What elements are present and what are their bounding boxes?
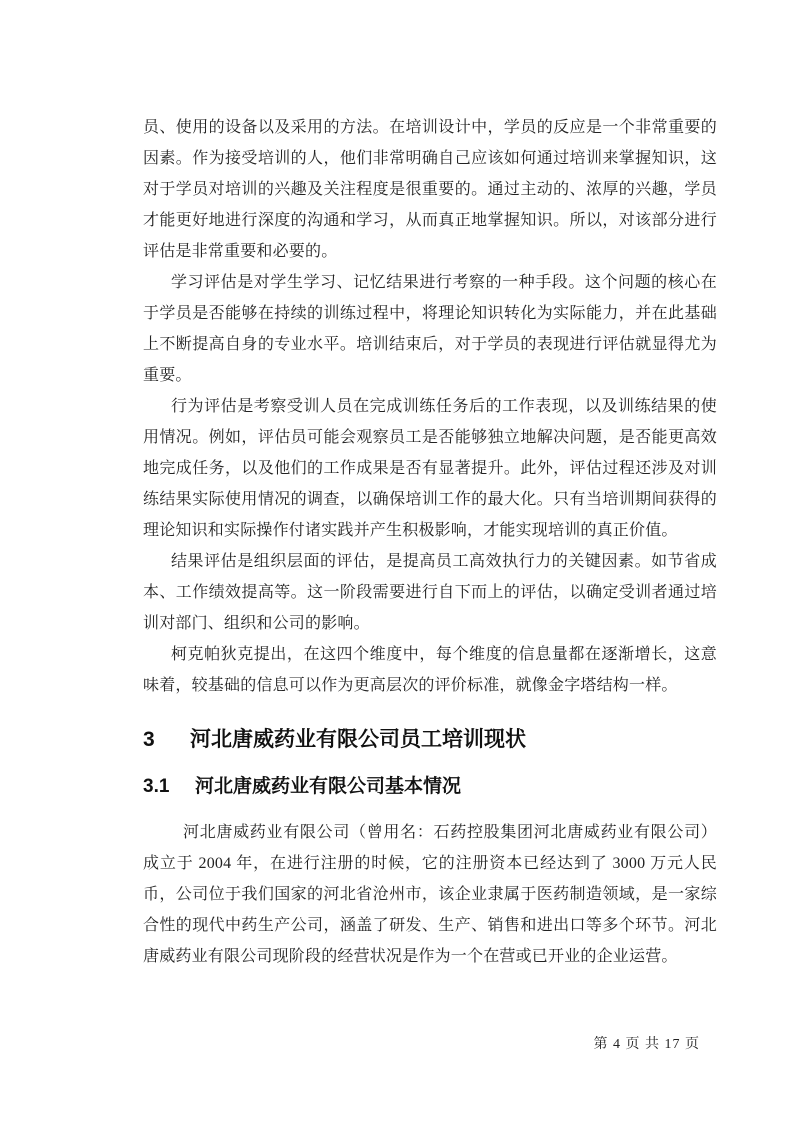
section-heading	[143, 725, 717, 755]
section-heading-number: 3	[143, 728, 155, 751]
section-heading-title: 河北唐威药业有限公司员工培训现状	[190, 728, 526, 751]
body-paragraph-continued: 员、使用的设备以及采用的方法。在培训设计中，学员的反应是一个非常重要的因素。作为接受培训的人，他们非常明确自己应该如何通过培训来掌握知识，这对于学员对培训的兴趣及关注程度是很重要的。通过主动的、浓厚的兴趣，学员才能更好地进行深度的沟通和学习，从而真正地掌握知识。所以，对该部分进行评估是非常重要和必要的。	[143, 119, 717, 260]
body-paragraph-learning-evaluation: 学习评估是对学生学习、记忆结果进行考察的一种手段。这个问题的核心在于学员是否能够在持续的训练过程中，将理论知识转化为实际能力，并在此基础上不断提高自身的专业水平。培训结束后，对于学员的表现进行评估就显得尤为重要。	[143, 274, 717, 384]
body-paragraph-result-evaluation: 结果评估是组织层面的评估，是提高员工高效执行力的关键因素。如节省成本、工作绩效提高等。这一阶段需要进行自下而上的评估，以确定受训者通过培训对部门、组织和公司的影响。	[143, 553, 717, 632]
body-paragraph-behavior-evaluation: 行为评估是考察受训人员在完成训练任务后的工作表现，以及训练结果的使用情况。例如，评估员可能会观察员工是否能够独立地解决问题，是否能更高效地完成任务，以及他们的工作成果是否有显著提升。此外，评估过程还涉及对训练结果实际使用情况的调查，以确保培训工作的最大化。只有当培训期间获得的理论知识和实际操作付诸实践并产生积极影响，才能实现培训的真正价值。	[143, 398, 717, 539]
page-number-footer: 第 4 页 共 17 页	[593, 1037, 700, 1052]
subsection-heading-number: 3.1	[143, 776, 170, 797]
subsection-heading-title: 河北唐威药业有限公司基本情况	[195, 776, 462, 797]
body-paragraph-company-profile: 河北唐威药业有限公司（曾用名：石药控股集团河北唐威药业有限公司）成立于 2004 年，在进行注册的时候，它的注册资本已经达到了 3000 万元人民币，公司位于我们国家的河北省沧州市，该企业隶属于医药制造领域，是一家综合性的现代中药生产公司，涵盖了研发、生产、销售和进出口等多个环节。河北唐威药业有限公司现阶段的经营状况是作为一个在营或已开业的企业运营。	[143, 823, 717, 965]
body-paragraph-kirkpatrick: 柯克帕狄克提出，在这四个维度中，每个维度的信息量都在逐渐增长，这意味着，较基础的信息可以作为更高层次的评价标准，就像金字塔结构一样。	[143, 646, 717, 694]
subsection-heading	[143, 773, 717, 801]
